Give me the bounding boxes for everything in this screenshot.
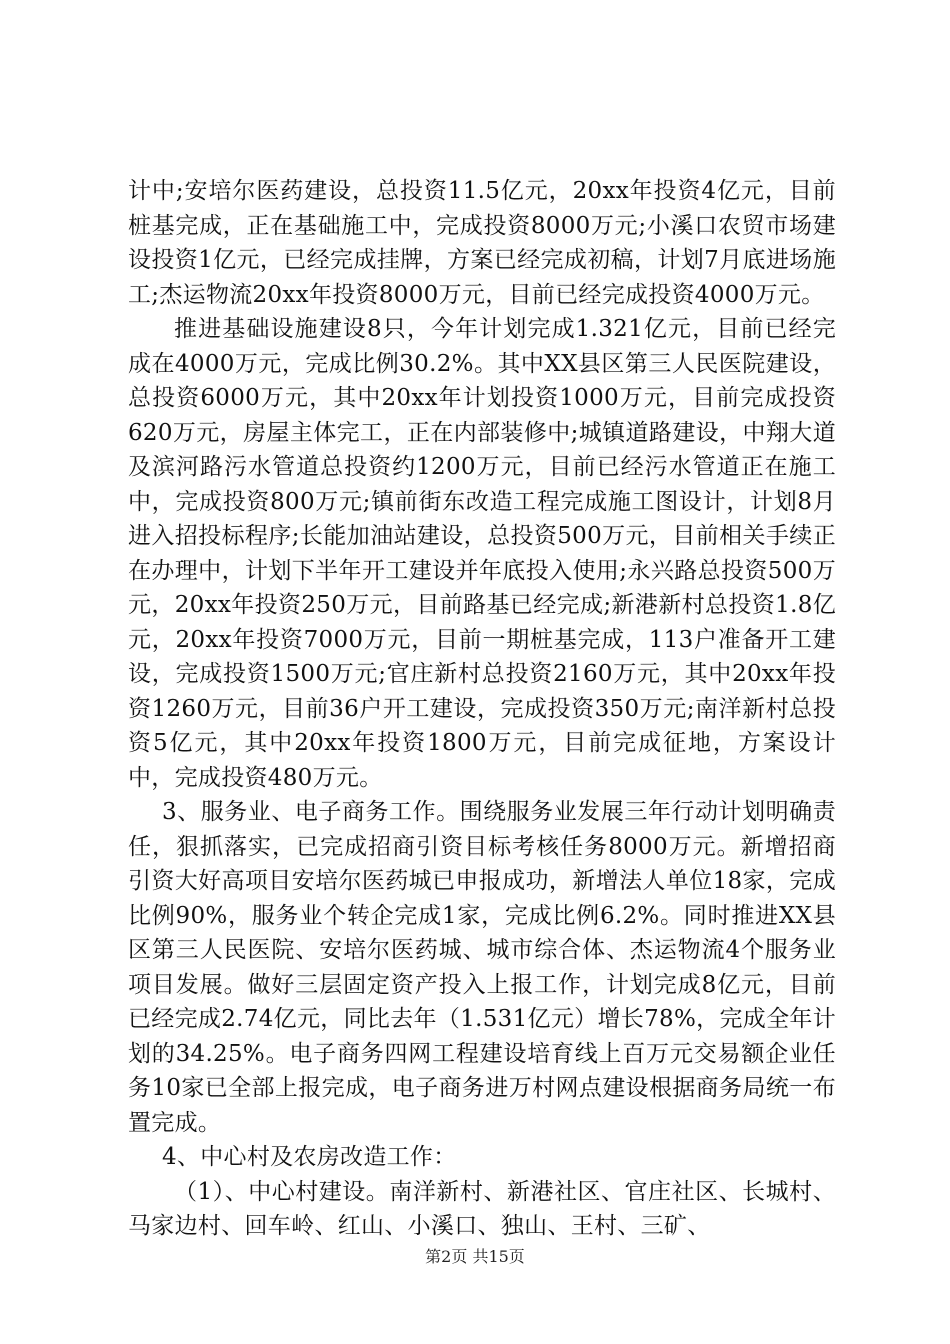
- page-number-footer: 第2页 共15页: [425, 1247, 525, 1266]
- paragraph-services-ecommerce: 3、服务业、电子商务工作。围绕服务业发展三年行动计划明确责任，狠抓落实，已完成招商引资目标考核任务8000万元。新增招商引资大好高项目安培尔医药城已申报成功，新增法人单位18家，完成比例90%，服务业个转企完成1家，完成比例6.2%。同时推进XX县区第三人民医院、安培尔医药城、城市综合体、杰运物流4个服务业项目发展。做好三层固定资产投入上报工作，计划完成8亿元，目前已经完成2.74亿元，同比去年（1.531亿元）增长78%，完成全年计划的34.25%。电子商务四网工程建设培育线上百万元交易额企业任务10家已全部上报完成，电子商务进万村网点建设根据商务局统一布置完成。: [128, 799, 836, 1136]
- paragraph-central-village: （1）、中心村建设。南洋新村、新港社区、官庄社区、长城村、马家边村、回车岭、红山、小溪口、独山、王村、三矿、: [128, 1178, 836, 1239]
- paragraph-continuation: 计中;安培尔医药建设，总投资11.5亿元，20xx年投资4亿元，目前桩基完成，正在基础施工中，完成投资8000万元;小溪口农贸市场建设投资1亿元，已经完成挂牌，方案已经完成初稿，计划7月底进场施工;杰运物流20xx年投资8000万元，目前已经完成投资4000万元。: [128, 178, 836, 308]
- paragraph-section-heading: 4、中心村及农房改造工作：: [162, 1144, 457, 1170]
- paragraph-infrastructure: 推进基础设施建设8只，今年计划完成1.321亿元，目前已经完成在4000万元，完成比例30.2%。其中XX县区第三人民医院建设，总投资6000万元，其中20xx年计划投资1000万元，目前完成投资620万元，房屋主体完工，正在内部装修中;城镇道路建设，中翔大道及滨河路污水管道总投资约1200万元，目前已经污水管道正在施工中，完成投资800万元;镇前街东改造工程完成施工图设计，计划8月进入招投标程序;长能加油站建设，总投资500万元，目前相关手续正在办理中，计划下半年开工建设并年底投入使用;永兴路总投资500万元，20xx年投资250万元，目前路基已经完成;新港新村总投资1.8亿元，20xx年投资7000万元，目前一期桩基完成，113户准备开工建设，完成投资1500万元;官庄新村总投资2160万元，其中20xx年投资1260万元，目前36户开工建设，完成投资350万元;南洋新村总投资5亿元，其中20xx年投资1800万元，目前完成征地，方案设计中，完成投资480万元。: [128, 316, 836, 791]
- document-body: [128, 174, 836, 1244]
